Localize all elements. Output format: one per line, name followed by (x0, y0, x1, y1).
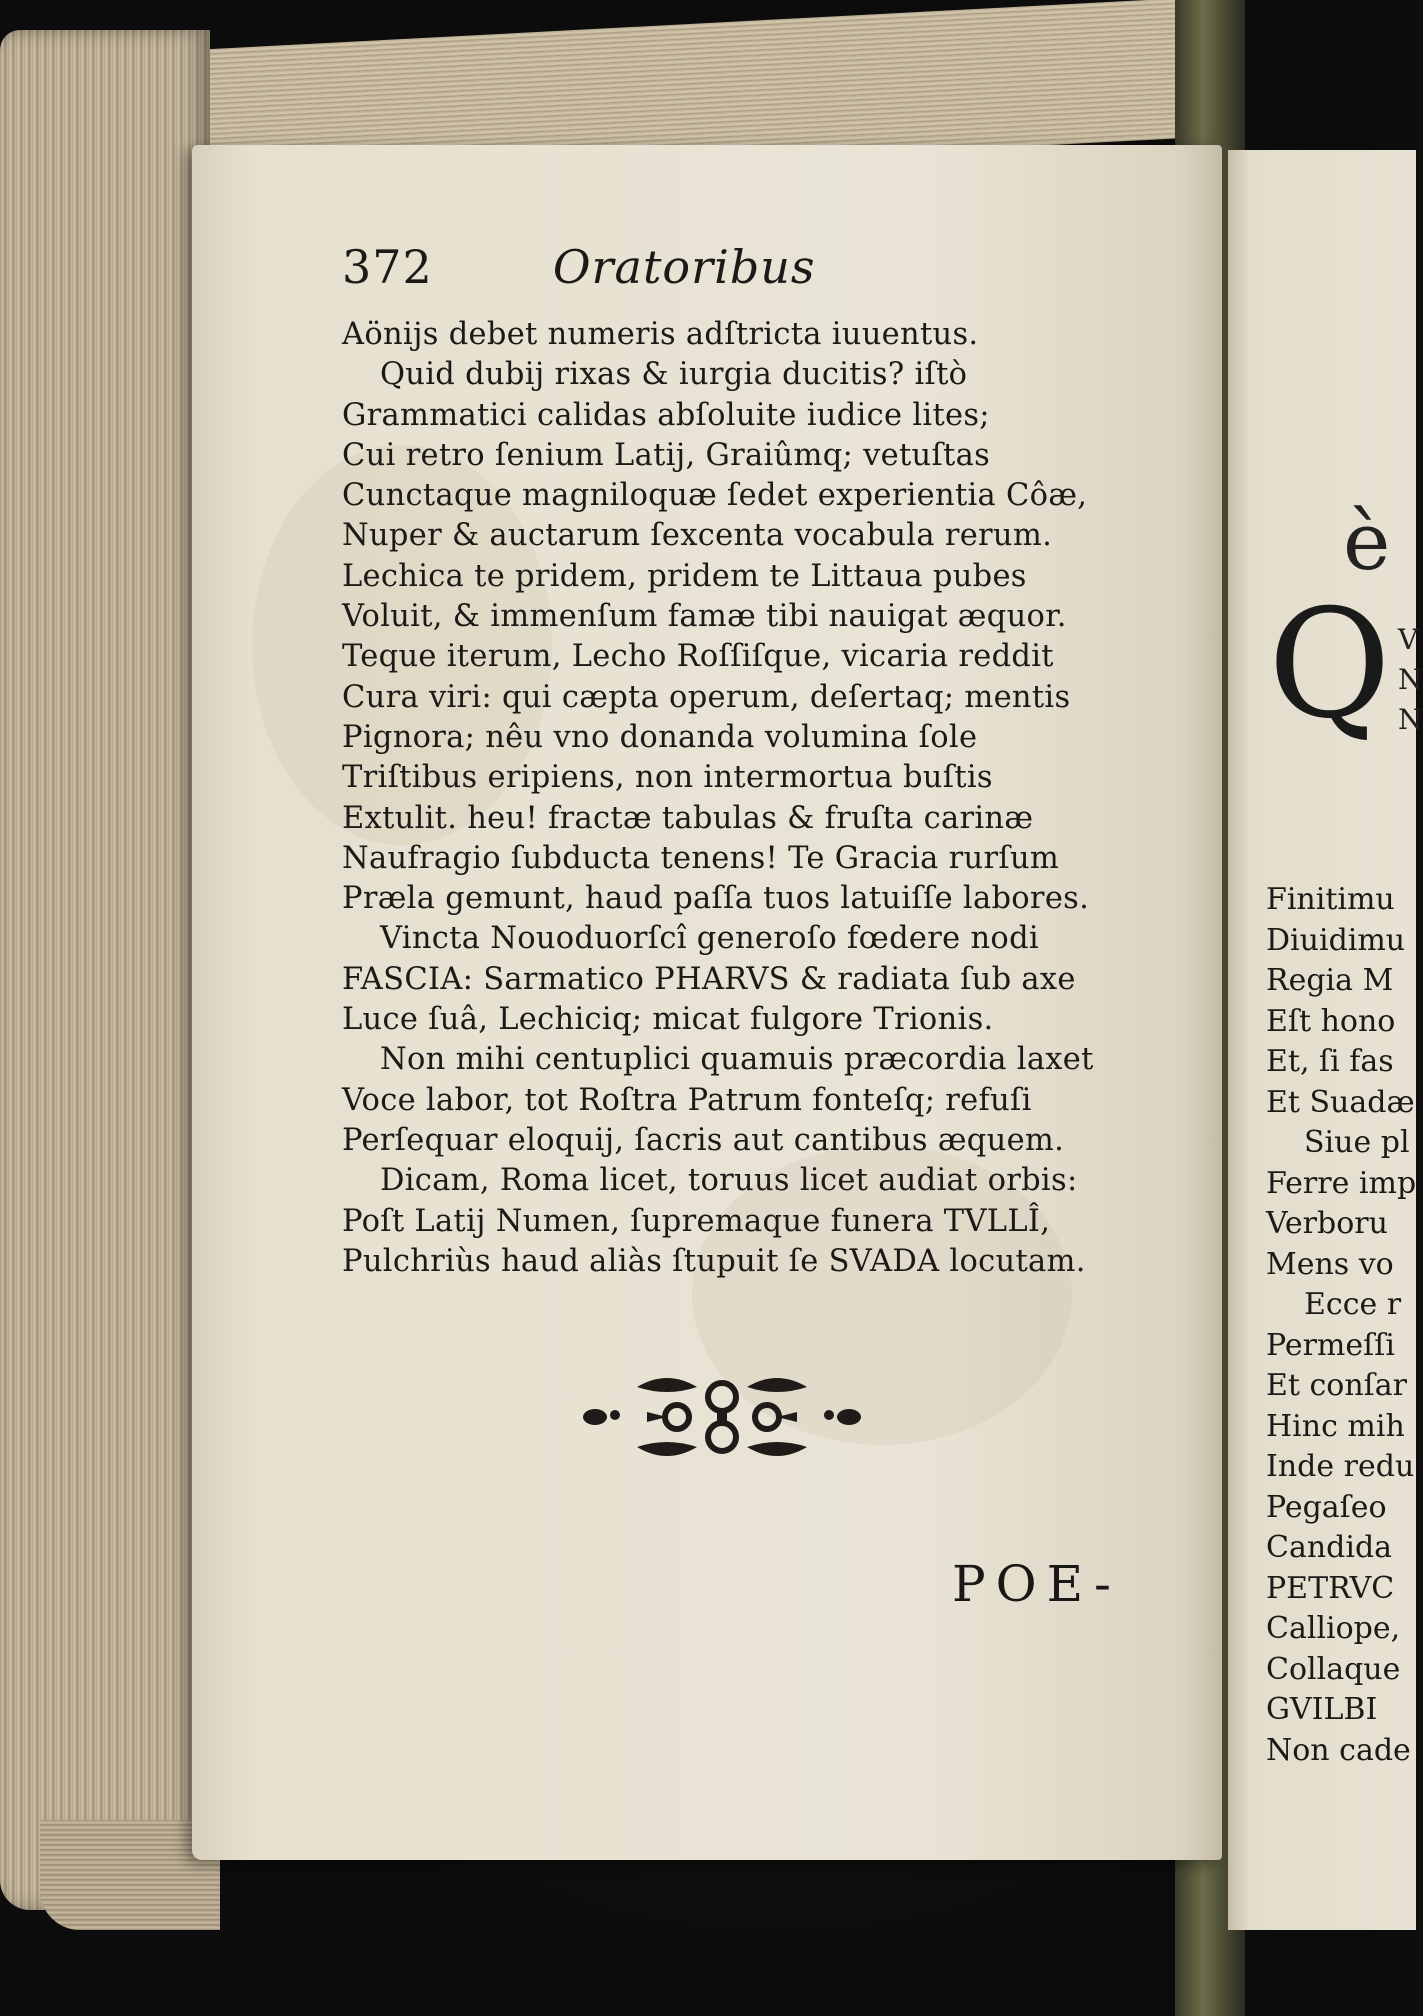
verse-line: Collaque (1266, 1651, 1401, 1687)
verse-line: Non cade (1266, 1732, 1411, 1768)
verse-line: Ferre imp (1266, 1165, 1417, 1201)
verse-line: Candida (1266, 1530, 1393, 1565)
verse-line: Regia M (1266, 963, 1394, 998)
verse-line: Eſt hono (1266, 1003, 1396, 1039)
verse-line: FASCIA: Sarmatico PHARVS & radiata ſub axe (342, 961, 1076, 997)
page-number: 372 (342, 240, 433, 294)
left-page (192, 145, 1222, 1860)
verse-line: Perſequar eloquij, ſacris aut cantibus æquem. (342, 1122, 1065, 1158)
verse-line: Voluit, & immenſum famæ tibi nauigat æquor. (342, 599, 1067, 635)
verse-line: Pulchriùs haud aliàs ſtupuit ſe SVADA locutam. (342, 1243, 1086, 1279)
verse-line: PETRVC (1266, 1570, 1395, 1606)
verse-line: Luce ſuâ, Lechiciq; micat fulgore Trionis. (342, 1002, 994, 1038)
verse-line: Siue pl (1304, 1125, 1410, 1160)
verse-line: Nuper & auctarum ſexcenta vocabula rerum. (342, 518, 1053, 554)
verse-line: Vincta Nouoduorſcî generoſo fœdere nodi (380, 921, 1039, 957)
verse-line: Mens vo (1266, 1246, 1394, 1282)
verse-line: GVILBI (1266, 1692, 1378, 1727)
printers-ornament-icon (577, 1367, 867, 1467)
verse-line: Non mihi centuplici quamuis præcordia laxet (380, 1042, 1094, 1078)
drop-cap-lines (1398, 620, 1423, 740)
verse-line: Permeſſi (1266, 1327, 1395, 1363)
verse-line: Dicam, Roma licet, toruus licet audiat orbis: (380, 1163, 1078, 1199)
verse-line: Teque iterum, Lecho Roſſiſque, vicaria reddit (342, 639, 1054, 675)
verse-line: Triſtibus eripiens, non intermortua buſtis (342, 760, 993, 796)
verse-line: Cunctaque magniloquæ ſedet experientia Côæ, (342, 478, 1088, 514)
catchword: POE- (952, 1555, 1121, 1613)
initial-letter: N (1398, 703, 1423, 736)
verse-line: Grammatici calidas abſoluite iudice lites; (342, 397, 990, 433)
page-text (342, 240, 1222, 1282)
verse-lines (342, 315, 1222, 1282)
verse-line: Cura viri: qui cæpta operum, deſertaq; mentis (342, 679, 1071, 715)
verse-line: Et, ſi fas (1266, 1044, 1394, 1079)
drop-cap: Q (1268, 578, 1391, 752)
initial-letter: V (1398, 623, 1419, 656)
right-page (1228, 150, 1423, 1930)
verse-line: Et conſar (1266, 1368, 1408, 1403)
verse-line: Pegaſeo (1266, 1489, 1387, 1525)
verse-line: Poſt Latij Numen, ſupremaque funera TVLLÎ, (342, 1203, 1051, 1239)
verse-line: Inde redu (1266, 1449, 1415, 1484)
verse-line: Quid dubij rixas & iurgia ducitis? iſtò (380, 357, 968, 393)
verse-line: Pignora; nêu vno donanda volumina ſole (342, 719, 978, 755)
verse-line: Præla gemunt, haud paſſa tuos latuiſſe labores. (342, 881, 1090, 917)
verse-line: Et Suadæ (1266, 1084, 1415, 1120)
verse-line: Naufragio ſubducta tenens! Te Gracia rurſum (342, 840, 1060, 876)
verse-line: Diuidimu (1266, 922, 1406, 958)
running-title: Oratoribus (552, 240, 816, 294)
verse-line: Voce labor, tot Roſtra Patrum fonteſq; refuſi (342, 1082, 1032, 1118)
verse-line: Verboru (1266, 1206, 1388, 1241)
verse-line: Calliope, (1266, 1611, 1401, 1646)
initial-letter: N (1398, 663, 1423, 696)
right-page-lines (1266, 880, 1416, 1771)
book-fore-edge (0, 30, 210, 1910)
verse-line: Lechica te pridem, pridem te Littaua pubes (342, 558, 1027, 594)
verse-line: Hinc mih (1266, 1408, 1405, 1444)
heading-letter: è (1343, 495, 1391, 588)
page-header (342, 240, 1222, 315)
verse-line: Extulit. heu! fractæ tabulas & fruſta carinæ (342, 800, 1034, 836)
verse-line: Cui retro ſenium Latij, Graiûmq; vetuſtas (342, 437, 991, 473)
verse-line: Finitimu (1266, 882, 1395, 917)
verse-line: Ecce r (1304, 1287, 1402, 1322)
verse-line: Aönijs debet numeris adſtricta iuuentus. (342, 317, 979, 352)
